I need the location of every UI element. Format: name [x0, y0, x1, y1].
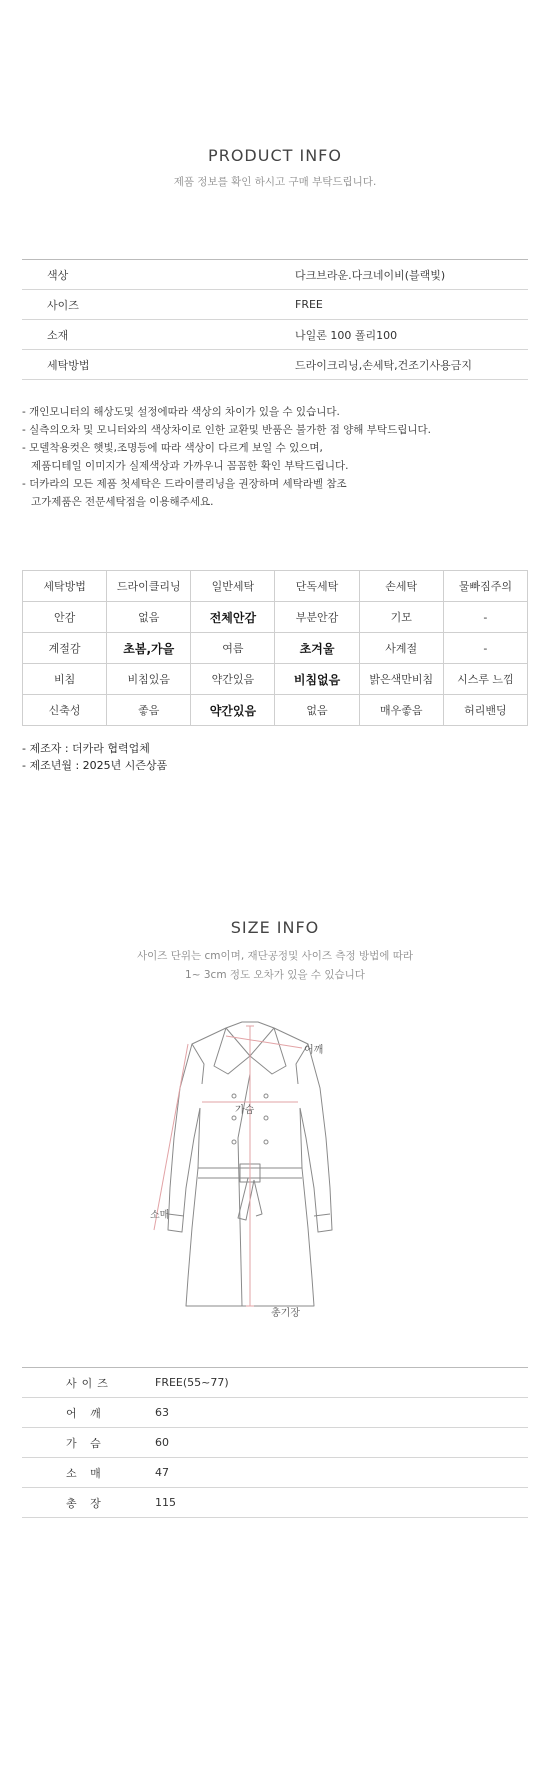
product-info-table	[22, 259, 528, 380]
care-header-cell: 물빠짐주의	[443, 571, 527, 602]
care-row-season	[23, 633, 528, 664]
row-label: 사이즈	[47, 298, 79, 312]
size-row-chest	[22, 1428, 528, 1458]
care-header-cell: 단독세탁	[275, 571, 359, 602]
size-info-subtitle-1: 사이즈 단위는 cm이며, 재단공정및 사이즈 측정 방법에 따라	[137, 950, 413, 962]
care-cell: 허리밴딩	[443, 695, 527, 726]
care-row-lining	[23, 602, 528, 633]
care-row-stretch	[23, 695, 528, 726]
care-cell-selected: 약간있음	[191, 695, 275, 726]
note-line: - 실측의오차 및 모니터와의 색상차이로 인한 교환및 반품은 불가한 점 양해 부탁드립니다.	[22, 424, 431, 436]
row-label: 사이즈	[66, 1376, 113, 1390]
chest-label: 가슴	[235, 1105, 255, 1116]
row-label: 소재	[47, 328, 69, 342]
row-label: 총 장	[66, 1496, 106, 1510]
care-cell: 약간있음	[191, 664, 275, 695]
care-table	[22, 570, 528, 726]
care-cell: 부분안감	[275, 602, 359, 633]
size-info-subtitle-2: 1~ 3cm 정도 오차가 있을 수 있습니다	[185, 969, 365, 981]
care-cell: -	[443, 633, 527, 664]
measure-lines	[154, 1026, 302, 1306]
size-row-shoulder	[22, 1398, 528, 1428]
row-value: 드라이크리닝,손세탁,건조기사용금지	[295, 358, 473, 372]
care-cell: 비침있음	[107, 664, 191, 695]
care-cell-selected: 초봄,가을	[107, 633, 191, 664]
care-cell: 좋음	[107, 695, 191, 726]
sleeve-label: 소매	[150, 1210, 170, 1221]
manufacture-date-line: - 제조년월 : 2025년 시즌상품	[22, 759, 168, 772]
row-value: 63	[155, 1406, 169, 1419]
care-row-label: 안감	[23, 602, 107, 633]
length-label: 총기장	[271, 1308, 300, 1319]
product-info-row-size	[22, 290, 528, 320]
note-line: 제품디테일 이미지가 실제색상과 가까우니 꼼꼼한 확인 부탁드립니다.	[31, 460, 349, 472]
shoulder-label: 어깨	[304, 1045, 324, 1056]
row-value: 47	[155, 1466, 169, 1479]
product-info-title: PRODUCT INFO	[208, 146, 342, 165]
care-cell: -	[443, 602, 527, 633]
care-row-label: 비침	[23, 664, 107, 695]
note-line: - 개인모니터의 해상도및 설정에따라 색상의 차이가 있을 수 있습니다.	[22, 406, 340, 418]
care-cell: 매우좋음	[359, 695, 443, 726]
care-cell: 여름	[191, 633, 275, 664]
row-label: 소 매	[66, 1466, 106, 1480]
product-info-row-color	[22, 260, 528, 290]
care-header-cell: 드라이클리닝	[107, 571, 191, 602]
product-notes	[22, 403, 532, 511]
care-cell: 없음	[107, 602, 191, 633]
care-cell: 시스루 느낌	[443, 664, 527, 695]
note-line: - 모델착용컷은 햇빛,조명등에 따라 색상이 다르게 보일 수 있으며,	[22, 442, 323, 454]
care-row-sheerness	[23, 664, 528, 695]
sleeve-measure-line	[154, 1044, 188, 1230]
row-value: 다크브라운.다크네이비(블랙빛)	[295, 268, 446, 282]
care-row-label: 계절감	[23, 633, 107, 664]
row-label: 가 슴	[66, 1436, 106, 1450]
product-info-row-washing	[22, 350, 528, 380]
care-cell: 밝은색만비침	[359, 664, 443, 695]
care-cell: 기모	[359, 602, 443, 633]
care-header-cell: 세탁방법	[23, 571, 107, 602]
coat-size-diagram	[130, 1018, 370, 1316]
product-info-row-material	[22, 320, 528, 350]
size-info-title: SIZE INFO	[230, 918, 320, 937]
care-header-cell: 손세탁	[359, 571, 443, 602]
maker-line: - 제조자 : 더카라 협력업체	[22, 742, 150, 755]
note-line: - 더카라의 모든 제품 첫세탁은 드라이클리닝을 권장하며 세탁라벨 참조	[22, 478, 347, 490]
row-value: FREE(55~77)	[155, 1376, 229, 1389]
maker-info	[22, 740, 167, 774]
care-header-cell: 일반세탁	[191, 571, 275, 602]
care-cell: 없음	[275, 695, 359, 726]
care-row-label: 신축성	[23, 695, 107, 726]
row-label: 어 깨	[66, 1406, 106, 1420]
row-value: FREE	[295, 298, 323, 311]
size-row-length	[22, 1488, 528, 1518]
product-info-subtitle: 제품 정보를 확인 하시고 구매 부탁드립니다.	[173, 176, 377, 188]
row-value: 60	[155, 1436, 169, 1449]
size-row-size	[22, 1368, 528, 1398]
note-line: 고가제품은 전문세탁점을 이용해주세요.	[31, 496, 214, 508]
row-label: 세탁방법	[47, 358, 90, 372]
care-cell: 사계절	[359, 633, 443, 664]
row-value: 나일론 100 폴리100	[295, 328, 398, 342]
row-label: 색상	[47, 268, 69, 282]
row-value: 115	[155, 1496, 176, 1509]
care-cell-selected: 초겨울	[275, 633, 359, 664]
size-row-sleeve	[22, 1458, 528, 1488]
size-table	[22, 1367, 528, 1518]
care-cell-selected: 비침없음	[275, 664, 359, 695]
care-cell-selected: 전체안감	[191, 602, 275, 633]
care-header-row	[23, 571, 528, 602]
